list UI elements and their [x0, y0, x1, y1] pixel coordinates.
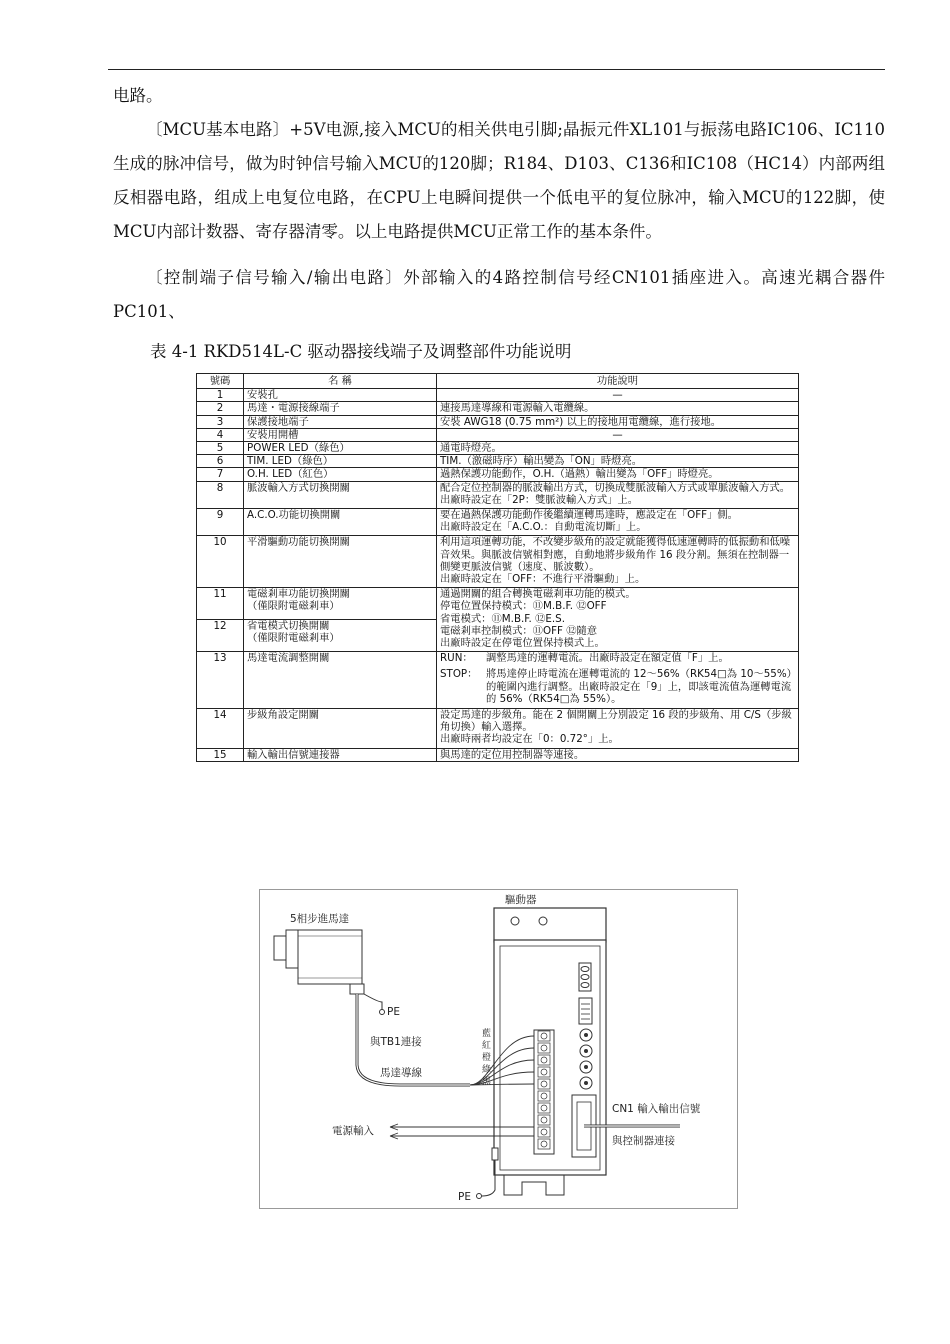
table-row [197, 428, 799, 441]
table-row [197, 455, 799, 468]
row-name: 保護接地端子 [244, 415, 437, 428]
table-row [197, 652, 799, 709]
pe-ground-stud [492, 1148, 498, 1160]
power-input-label: 電源輸入 [332, 1125, 374, 1137]
row-description: 利用這項運轉功能，不改變步級角的設定就能獲得低速運轉時的低振動和低噪音效果。與脈波信號相對應，自動地將步級角作 16 段分割。無須在控制器一側變更脈波信號（速度、脈波數）。 出廠時設定在「OFF：不進行平滑驅動」上。 [437, 536, 799, 588]
row-description: 過熱保護功能動作，O.H.（過熱）輸出變為「OFF」時燈亮。 [437, 468, 799, 481]
row-name: A.C.O.功能切換開關 [244, 509, 437, 536]
table-row [197, 509, 799, 536]
row-number: 5 [197, 442, 244, 455]
terminal-screw-icon [538, 1115, 550, 1125]
terminal-screw-icon [538, 1055, 550, 1065]
run-label: RUN： [440, 652, 473, 665]
wire-color-label: 橙 [482, 1053, 492, 1063]
row-name: 馬達・電源接線端子 [244, 402, 437, 415]
row-name: 脈波輸入方式切換開關 [244, 481, 437, 508]
arrow-left-icon [390, 1124, 398, 1139]
run-text: 調整馬達的運轉電流。出廠時設定在額定值「F」上。 [486, 652, 729, 665]
header-description: 功能說明 [437, 374, 799, 389]
row-name: 馬達電流調整開關 [244, 652, 437, 709]
row-name: 輸入輸出信號連接器 [244, 748, 437, 761]
stop-text: 將馬達停止時電流在運轉電流的 12～56%（RK54□為 10～55%）的範圍內進行調整。出廠時設定在「9」上，即該電流值為運轉電流的 56%（RK54□為 55%）。 [486, 668, 792, 705]
row-description: 要在過熱保護功能動作後繼續運轉馬達時，應設定在「OFF」側。 出廠時設定在「A.C.O.：自動電流切斷」上。 [437, 509, 799, 536]
motor-flange [286, 930, 298, 968]
table-row [197, 402, 799, 415]
header-number: 號碼 [197, 374, 244, 389]
row-description: — [437, 428, 799, 441]
table-row [197, 709, 799, 749]
row-name: 安裝用開槽 [244, 428, 437, 441]
driver-label: 驅動器 [505, 894, 537, 906]
pe-bottom-label: PE [458, 1191, 471, 1203]
table-row [197, 588, 799, 620]
row-name: TIM. LED（綠色） [244, 455, 437, 468]
driver-bottom-foot [504, 1175, 564, 1195]
row-name-main: 省電模式切換開關 [247, 620, 330, 633]
row-name: 步級角設定開關 [244, 709, 437, 749]
motor-wire-label: 馬達導線 [380, 1067, 422, 1079]
header-name: 名 稱 [244, 374, 437, 389]
terminal-screw-icon [538, 1103, 550, 1113]
terminal-screw-icon [538, 1031, 550, 1041]
row-number: 3 [197, 415, 244, 428]
wire-color-label: 綠 [482, 1065, 492, 1075]
driver-top-plate [494, 908, 606, 942]
wiring-diagram-svg [260, 890, 737, 1208]
pe-terminal-icon [380, 1010, 385, 1015]
motor-label: 5相步進馬達 [290, 913, 350, 925]
pe-top-label: PE [387, 1006, 400, 1018]
header-rule [108, 69, 885, 70]
paragraph-1: 电路。 [113, 86, 163, 105]
row-description: 通過開關的組合轉換電磁剎車功能的模式。 停電位置保持模式：⑪M.B.F. ⑫OFF 省電模式：⑪M.B.F. ⑫E.S. 電磁剎車控制模式：⑪OFF ⑫隨意 出廠時設定在停電位置保持模式上。 [437, 588, 799, 652]
row-description: 配合定位控制器的脈波輸出方式，切換成雙脈波輸入方式或單脈波輸入方式。 出廠時設定在「2P：雙脈波輸入方式」上。 [437, 481, 799, 508]
row-description: 安裝 AWG18 (0.75 mm²) 以上的接地用電纜線，進行接地。 [437, 415, 799, 428]
table-row [197, 536, 799, 588]
row-name [244, 620, 437, 652]
row-description: TIM.（激磁時序）輸出變為「ON」時燈亮。 [437, 455, 799, 468]
table-row [197, 389, 799, 402]
table-row [197, 748, 799, 761]
run-entry [440, 652, 795, 664]
row-description: 設定馬達的步級角。能在 2 個開關上分別設定 16 段的步級角、用 C/S（步級角切換）輸入選擇。 出廠時兩者均設定在「0：0.72°」上。 [437, 709, 799, 749]
row-number: 11 [197, 588, 244, 620]
row-name-note: （僅限附電磁剎車） [247, 632, 340, 645]
terminal-screw-icon [538, 1079, 550, 1089]
row-number: 12 [197, 620, 244, 652]
row-number: 1 [197, 389, 244, 402]
terminal-screw-icon [538, 1067, 550, 1077]
row-description: — [437, 389, 799, 402]
row-number: 8 [197, 481, 244, 508]
row-description: 通電時燈亮。 [437, 442, 799, 455]
table-row [197, 481, 799, 508]
row-number: 2 [197, 402, 244, 415]
terminal-screw-icon [538, 1127, 550, 1137]
motor-body-icon [298, 930, 362, 984]
row-number: 7 [197, 468, 244, 481]
row-name: 平滑驅動功能切換開關 [244, 536, 437, 588]
table-caption: 表 4-1 RKD514L-C 驱动器接线端子及调整部件功能说明 [150, 342, 572, 361]
paragraph-3: 〔控制端子信号输入/输出电路〕外部输入的4路控制信号经CN101插座进入。高速光耦合器件PC101、 [113, 268, 885, 321]
table-header-row [197, 374, 799, 389]
terminal-screw-icon [538, 1139, 550, 1149]
pe-wire [482, 1160, 495, 1196]
row-number: 13 [197, 652, 244, 709]
function-table [196, 373, 799, 762]
row-name: POWER LED（綠色） [244, 442, 437, 455]
row-name-note: （僅限附電磁剎車） [247, 600, 340, 613]
row-number: 9 [197, 509, 244, 536]
row-description: 與馬達的定位用控制器等連接。 [437, 748, 799, 761]
table-row [197, 415, 799, 428]
motor-shaft [274, 936, 286, 960]
row-description [437, 652, 799, 709]
stop-label: STOP： [440, 668, 478, 681]
row-number: 4 [197, 428, 244, 441]
motor-cable-gland [350, 984, 364, 994]
row-number: 15 [197, 748, 244, 761]
wire-color-label: 黑 [482, 1077, 492, 1087]
row-number: 14 [197, 709, 244, 749]
cn1-label: CN1 輸入輸出信號 [612, 1103, 701, 1115]
terminal-screw-icon [538, 1043, 550, 1053]
pe-terminal-icon [477, 1194, 482, 1199]
row-number: 6 [197, 455, 244, 468]
terminal-screw-icon [538, 1091, 550, 1101]
wire-color-label: 藍 [482, 1029, 492, 1039]
paragraph-2: 〔MCU基本电路〕+5V电源,接入MCU的相关供电引脚;晶振元件XL101与振荡电路IC106、IC110生成的脉冲信号，做为时钟信号输入MCU的120脚；R184、D103、C136和IC108（HC14）内部两组反相器电路，组成上电复位电路，在CPU上电瞬间提供一个低电平的复位脉冲，输入MCU的122脚，使MCU内部计数器、寄存器清零。以上电路提供MCU正常工作的基本条件。 [113, 120, 885, 241]
stop-entry [440, 668, 795, 705]
row-name: 安裝孔 [244, 389, 437, 402]
controller-label: 與控制器連接 [612, 1135, 675, 1147]
table-row [197, 468, 799, 481]
row-name-main: 電磁剎車功能切換開關 [247, 588, 350, 601]
row-name [244, 588, 437, 620]
row-number: 10 [197, 536, 244, 588]
row-description: 連接馬達導線和電源輸入電纜線。 [437, 402, 799, 415]
wire-color-label: 紅 [482, 1041, 492, 1051]
wiring-diagram [259, 889, 738, 1209]
row-name: O.H. LED（紅色） [244, 468, 437, 481]
tb1-label: 與TB1連接 [370, 1036, 422, 1048]
table-row [197, 442, 799, 455]
